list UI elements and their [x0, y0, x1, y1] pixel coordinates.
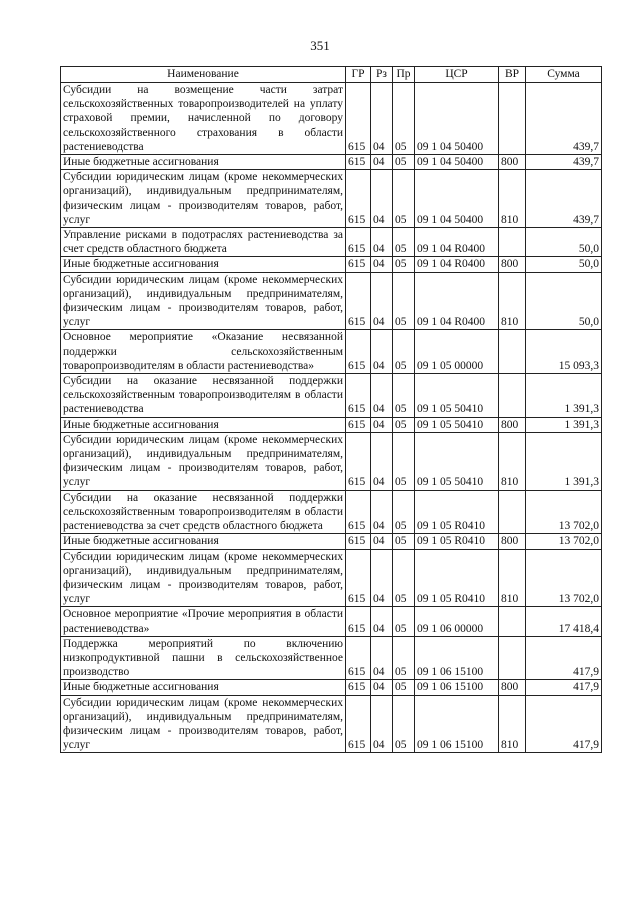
row-name: Субсидии юридическим лицам (кроме некоммерческих организаций), индивидуальным предпринимателям, физическим лицам - производителям товаров, работ, услуг: [61, 170, 346, 228]
row-rz: 04: [371, 695, 393, 753]
table-row: [61, 83, 602, 155]
row-name: Субсидии на оказание несвязанной поддержки сельскохозяйственным товаропроизводителям в области растениеводства: [61, 374, 346, 418]
header-vr: ВР: [499, 67, 526, 83]
row-gr: 615: [346, 83, 371, 155]
row-pr: 05: [393, 695, 415, 753]
row-gr: 615: [346, 490, 371, 534]
table-body: [61, 83, 602, 753]
row-csr: 09 1 06 15100: [415, 680, 499, 695]
row-vr: [499, 228, 526, 257]
table-row: [61, 695, 602, 753]
row-csr: 09 1 04 R0400: [415, 272, 499, 330]
row-gr: 615: [346, 330, 371, 374]
row-pr: 05: [393, 534, 415, 549]
row-gr: 615: [346, 695, 371, 753]
row-csr: 09 1 06 00000: [415, 607, 499, 636]
table-row: [61, 330, 602, 374]
row-gr: 615: [346, 534, 371, 549]
row-sum: 13 702,0: [526, 490, 602, 534]
row-vr: 800: [499, 257, 526, 272]
row-rz: 04: [371, 374, 393, 418]
row-rz: 04: [371, 490, 393, 534]
row-rz: 04: [371, 170, 393, 228]
row-pr: 05: [393, 170, 415, 228]
table-row: [61, 272, 602, 330]
table-row: [61, 257, 602, 272]
row-vr: [499, 83, 526, 155]
row-vr: 810: [499, 170, 526, 228]
row-vr: [499, 490, 526, 534]
row-sum: 439,7: [526, 83, 602, 155]
row-vr: [499, 636, 526, 680]
row-name: Иные бюджетные ассигнования: [61, 257, 346, 272]
row-sum: 13 702,0: [526, 549, 602, 607]
row-rz: 04: [371, 330, 393, 374]
header-name: Наименование: [61, 67, 346, 83]
row-csr: 09 1 05 R0410: [415, 549, 499, 607]
row-csr: 09 1 05 R0410: [415, 534, 499, 549]
table-row: [61, 534, 602, 549]
header-rz: Рз: [371, 67, 393, 83]
row-rz: 04: [371, 607, 393, 636]
row-name: Субсидии юридическим лицам (кроме некоммерческих организаций), индивидуальным предпринимателям, физическим лицам - производителям товаров, работ, услуг: [61, 432, 346, 490]
row-sum: 17 418,4: [526, 607, 602, 636]
table-row: [61, 432, 602, 490]
row-pr: 05: [393, 680, 415, 695]
row-pr: 05: [393, 549, 415, 607]
row-name: Субсидии юридическим лицам (кроме некоммерческих организаций), индивидуальным предпринимателям, физическим лицам - производителям товаров, работ, услуг: [61, 272, 346, 330]
row-sum: 417,9: [526, 636, 602, 680]
row-pr: 05: [393, 257, 415, 272]
row-vr: 800: [499, 680, 526, 695]
row-csr: 09 1 04 R0400: [415, 228, 499, 257]
row-vr: [499, 607, 526, 636]
row-name: Иные бюджетные ассигнования: [61, 680, 346, 695]
row-name: Иные бюджетные ассигнования: [61, 155, 346, 170]
row-gr: 615: [346, 272, 371, 330]
row-gr: 615: [346, 228, 371, 257]
row-rz: 04: [371, 228, 393, 257]
table-row: [61, 607, 602, 636]
table-header: [61, 67, 602, 83]
row-csr: 09 1 04 50400: [415, 83, 499, 155]
row-pr: 05: [393, 417, 415, 432]
table-row: [61, 170, 602, 228]
row-sum: 1 391,3: [526, 432, 602, 490]
table-row: [61, 680, 602, 695]
row-sum: 15 093,3: [526, 330, 602, 374]
row-sum: 1 391,3: [526, 374, 602, 418]
row-rz: 04: [371, 257, 393, 272]
row-pr: 05: [393, 432, 415, 490]
row-name: Иные бюджетные ассигнования: [61, 534, 346, 549]
row-gr: 615: [346, 417, 371, 432]
row-rz: 04: [371, 534, 393, 549]
row-pr: 05: [393, 636, 415, 680]
row-vr: 810: [499, 432, 526, 490]
row-csr: 09 1 05 00000: [415, 330, 499, 374]
row-rz: 04: [371, 636, 393, 680]
row-pr: 05: [393, 228, 415, 257]
row-gr: 615: [346, 170, 371, 228]
row-pr: 05: [393, 83, 415, 155]
row-sum: 50,0: [526, 257, 602, 272]
row-csr: 09 1 04 R0400: [415, 257, 499, 272]
row-csr: 09 1 05 50410: [415, 374, 499, 418]
row-csr: 09 1 06 15100: [415, 636, 499, 680]
row-gr: 615: [346, 549, 371, 607]
row-vr: 810: [499, 695, 526, 753]
row-name: Субсидии на возмещение части затрат сельскохозяйственных товаропроизводителей на уплату страховой премии, начисленной по договору сельскохозяйственного страхования в области растениеводства: [61, 83, 346, 155]
table-row: [61, 549, 602, 607]
table-row: [61, 374, 602, 418]
row-sum: 439,7: [526, 170, 602, 228]
row-rz: 04: [371, 417, 393, 432]
row-gr: 615: [346, 155, 371, 170]
row-name: Субсидии на оказание несвязанной поддержки сельскохозяйственным товаропроизводителям в области растениеводства за счет средств областного бюджета: [61, 490, 346, 534]
row-csr: 09 1 04 50400: [415, 170, 499, 228]
row-vr: 810: [499, 272, 526, 330]
table-row: [61, 228, 602, 257]
row-rz: 04: [371, 272, 393, 330]
row-sum: 439,7: [526, 155, 602, 170]
row-gr: 615: [346, 607, 371, 636]
row-pr: 05: [393, 490, 415, 534]
row-name: Основное мероприятие «Прочие мероприятия в области растениеводства»: [61, 607, 346, 636]
table-row: [61, 417, 602, 432]
table-row: [61, 636, 602, 680]
row-vr: 810: [499, 549, 526, 607]
row-rz: 04: [371, 680, 393, 695]
row-name: Субсидии юридическим лицам (кроме некоммерческих организаций), индивидуальным предпринимателям, физическим лицам - производителям товаров, работ, услуг: [61, 695, 346, 753]
page-number: 351: [310, 38, 330, 53]
header-pr: Пр: [393, 67, 415, 83]
header-sum: Сумма: [526, 67, 602, 83]
header-row: [61, 67, 602, 83]
row-csr: 09 1 05 50410: [415, 417, 499, 432]
row-vr: 800: [499, 534, 526, 549]
row-csr: 09 1 06 15100: [415, 695, 499, 753]
row-name: Основное мероприятие «Оказание несвязанной поддержки сельскохозяйственным товаропроизводителям в области растениеводства»: [61, 330, 346, 374]
row-name: Субсидии юридическим лицам (кроме некоммерческих организаций), индивидуальным предпринимателям, физическим лицам - производителям товаров, работ, услуг: [61, 549, 346, 607]
row-csr: 09 1 04 50400: [415, 155, 499, 170]
row-sum: 1 391,3: [526, 417, 602, 432]
row-sum: 417,9: [526, 680, 602, 695]
row-gr: 615: [346, 374, 371, 418]
row-pr: 05: [393, 607, 415, 636]
header-gr: ГР: [346, 67, 371, 83]
row-sum: 417,9: [526, 695, 602, 753]
row-sum: 50,0: [526, 228, 602, 257]
row-sum: 50,0: [526, 272, 602, 330]
row-pr: 05: [393, 330, 415, 374]
row-name: Управление рисками в подотраслях растениеводства за счет средств областного бюджета: [61, 228, 346, 257]
row-name: Иные бюджетные ассигнования: [61, 417, 346, 432]
row-rz: 04: [371, 432, 393, 490]
row-vr: [499, 374, 526, 418]
row-pr: 05: [393, 155, 415, 170]
row-name: Поддержка мероприятий по включению низкопродуктивной пашни в сельскохозяйственное производство: [61, 636, 346, 680]
row-csr: 09 1 05 50410: [415, 432, 499, 490]
row-gr: 615: [346, 636, 371, 680]
row-gr: 615: [346, 432, 371, 490]
row-csr: 09 1 05 R0410: [415, 490, 499, 534]
row-gr: 615: [346, 680, 371, 695]
budget-table: [60, 66, 602, 753]
row-pr: 05: [393, 374, 415, 418]
table-row: [61, 155, 602, 170]
row-pr: 05: [393, 272, 415, 330]
row-gr: 615: [346, 257, 371, 272]
header-csr: ЦСР: [415, 67, 499, 83]
row-vr: 800: [499, 155, 526, 170]
row-sum: 13 702,0: [526, 534, 602, 549]
row-rz: 04: [371, 83, 393, 155]
row-rz: 04: [371, 155, 393, 170]
row-vr: [499, 330, 526, 374]
row-rz: 04: [371, 549, 393, 607]
row-vr: 800: [499, 417, 526, 432]
table-row: [61, 490, 602, 534]
